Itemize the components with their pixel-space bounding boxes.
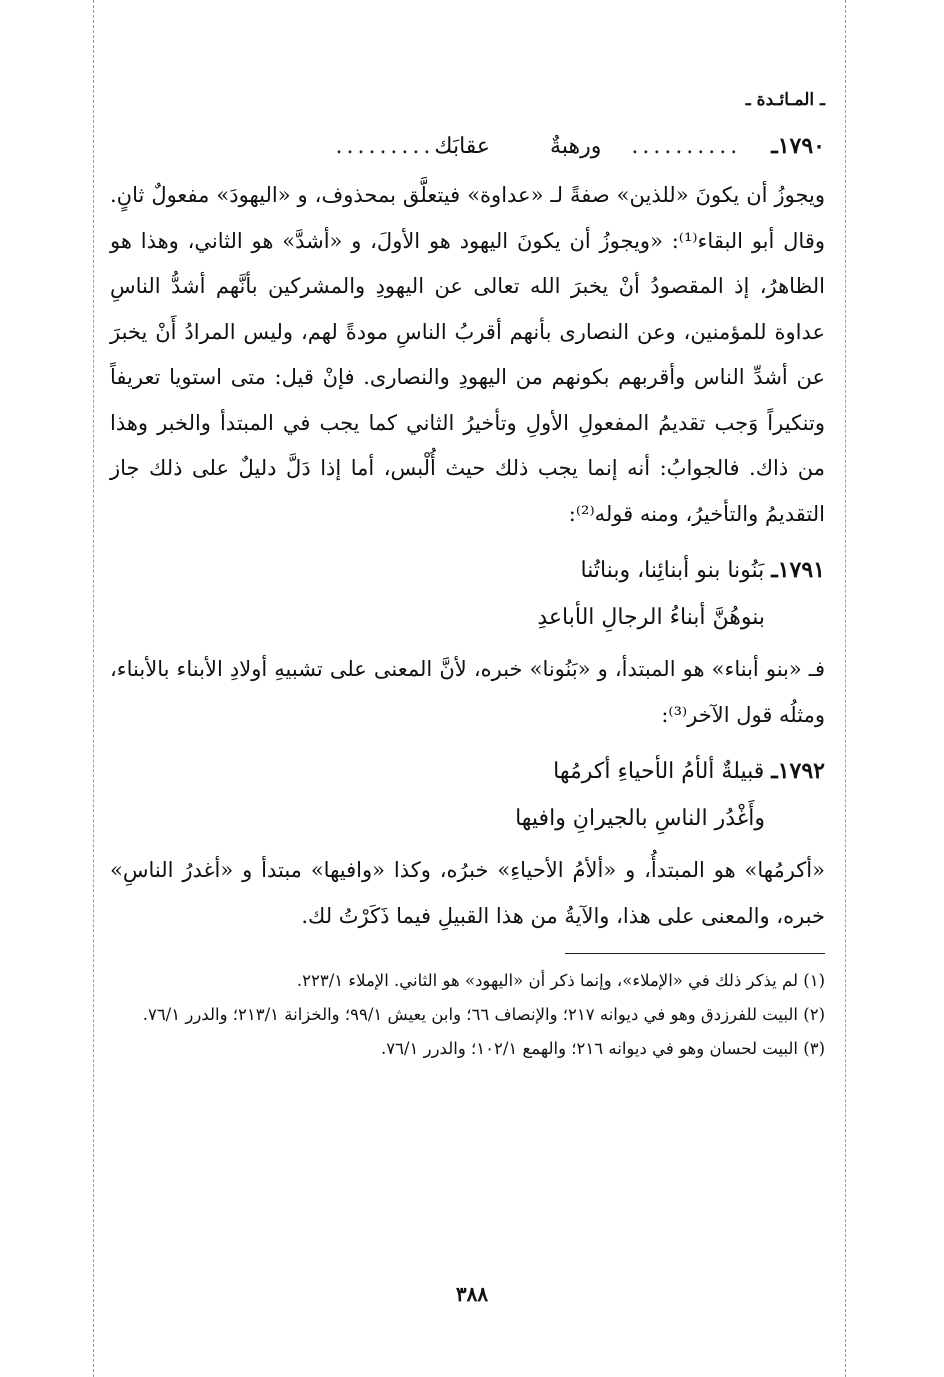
verse-word: عقابَك: [434, 134, 491, 159]
hemistich-text: بنوهُنَّ أبناءُ الرجالِ الأباعدِ: [537, 605, 765, 630]
running-head: ـ المـائـدة ـ: [745, 90, 825, 110]
footnote-rule: [565, 953, 825, 954]
page-number: ٣٨٨: [455, 1282, 489, 1306]
verse-number: ١٧٩٠ـ: [771, 133, 825, 159]
verse-number: ١٧٩٢ـ: [771, 758, 825, 784]
hemistich: [110, 748, 825, 795]
verse-1792: [110, 748, 825, 842]
paragraph: «أكرمُها» هو المبتدأُ، و «ألأمُ الأحياءِ» خبرُه، وكذا «وافيها» مبتدأ و «أغدرُ الناسِ» خبره، والمعنى على هذا، والآيةُ من هذا القبيلِ فيما ذَكَرْتُ لك.: [110, 858, 825, 928]
verse-number: ١٧٩١ـ: [771, 557, 825, 583]
hemistich-text: بَنُونا بنو أبنائِنا، وبناتُنا: [580, 558, 765, 583]
page-body: [110, 90, 825, 1066]
hemistich-text: وأَغْدُر الناسِ بالجيرانِ وافيها: [515, 806, 765, 831]
verse-1790: [110, 126, 825, 167]
footnote: (٣) البيت لحسان وهو في ديوانه ٢١٦؛ والهمع ١٠٢/١؛ والدرر ٧٦/١.: [380, 1039, 825, 1058]
paragraph: فـ «بنو أبناء» هو المبتدأ، و «بَنُونا» خبره، لأنَّ المعنى على تشبيهِ أولادِ الأبناء بالأبناء، ومثلُه قول الآخر⁽³⁾:: [110, 657, 825, 727]
margin-guide-right: [845, 0, 846, 1377]
margin-guide-left: [93, 0, 94, 1377]
verse-word: ورهبةٌ: [550, 134, 602, 159]
footnote: (٢) البيت للفرزدق وهو في ديوانه ٢١٧؛ والإنصاف ٦٦؛ وابن يعيش ٩٩/١؛ والخزانة ٢١٣/١؛ والدرر ٧٦/١.: [142, 1005, 825, 1024]
hemistich-text: قبيلةٌ ألأمُ الأحياءِ أكرمُها: [553, 759, 765, 784]
verse-1791: [110, 547, 825, 641]
ellipsis-dots: ..........: [631, 134, 742, 159]
ellipsis-dots: .........: [335, 134, 435, 159]
paragraph: ويجوزُ أن يكونَ «للذين» صفةً لـ «عداوة» فيتعلَّق بمحذوف، و «اليهودَ» مفعولٌ ثانٍ. وقال أبو البقاء⁽¹⁾: «ويجوزُ أن يكونَ اليهود هو الأولَ، و «أشدَّ» هو الثاني، وهذا هو الظاهرُ، إذ المقصودُ أنْ يخبرَ الله تعالى عن اليهودِ والمشركين بأنَّهم أشدُّ الناسِ عداوة للمؤمنين، وعن النصارى بأنهم أقربُ الناسِ مودةً لهم، وليس المرادُ أَنْ يخبرَ عن أشدِّ الناس وأقربهم بكونهم من اليهودِ والنصارى. فإنْ قيل: متى استويا تعريفاً وتنكيراً وَجب تقديمُ المفعولِ الأولِ وتأخيرُ الثاني كما يجب في المبتدأ والخبر وهذا من ذاك. فالجوابُ: أنه إنما يجب ذلك حيث أُلْبس، أما إذا دَلَّ دليلٌ على ذلك جاز التقديمُ والتأخيرُ، ومنه قوله⁽²⁾:: [110, 183, 825, 526]
hemistich: [110, 547, 825, 594]
footnote: (١) لم يذكر ذلك في «الإملاء»، وإنما ذكر أن «اليهود» هو الثاني. الإملاء ٢٢٣/١.: [296, 971, 825, 990]
